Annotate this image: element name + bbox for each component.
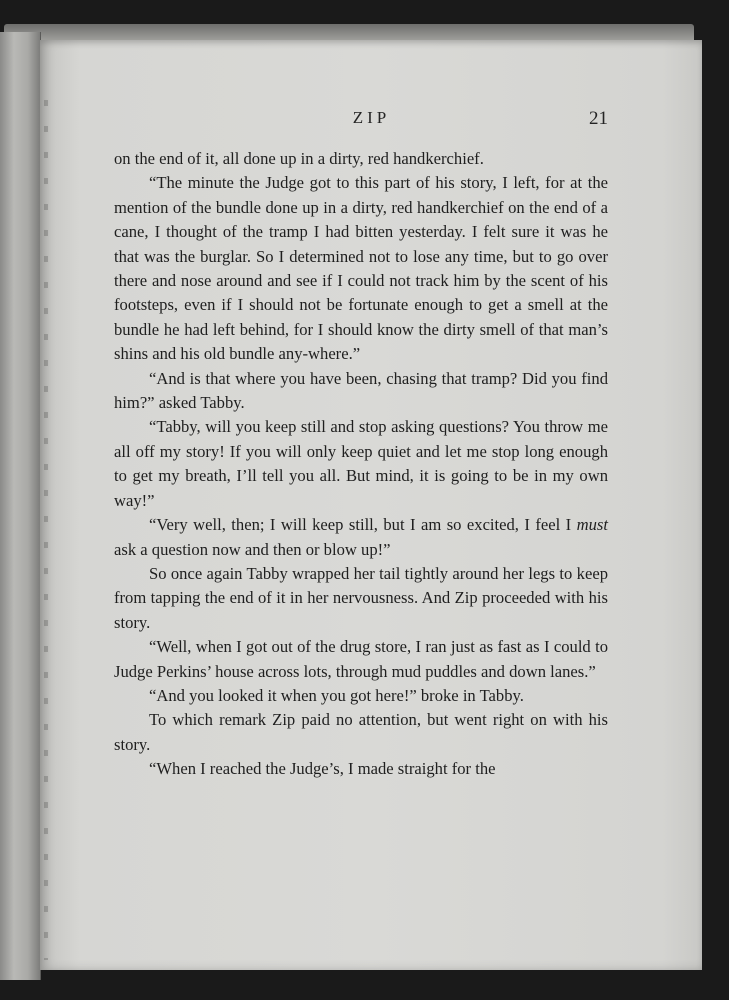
- paragraph: [114, 513, 608, 562]
- paragraph: “Well, when I got out of the drug store, I ran just as fast as I could to Judge Perkins’ house across lots, through mud puddles and down lanes.”: [114, 637, 608, 681]
- paragraph-text: ask a question now and then or blow up!”: [114, 539, 391, 559]
- previous-page-edge: [0, 32, 41, 980]
- paragraph: “And is that where you have been, chasing that tramp? Did you find him?” asked Tabby.: [114, 368, 608, 413]
- paragraph: So once again Tabby wrapped her tail tightly around her legs to keep from tapping the end of it in her nervousness. And Zip proceeded with his story.: [114, 563, 608, 632]
- paragraph: on the end of it, all done up in a dirty, red handkerchief.: [114, 149, 484, 168]
- body-text: [114, 147, 608, 782]
- paragraph: “And you looked it when you got here!” broke in Tabby.: [149, 685, 524, 705]
- paragraph: “Tabby, will you keep still and stop asking questions? You throw me all off my story! If you will only keep quiet and let me stop long enough to get my breath, I’ll tell you all. But mind, it is going to be in my own way!”: [114, 417, 608, 510]
- paragraph: “The minute the Judge got to this part of his story, I left, for at the mention of the bundle done up in a dirty, red handkerchief on the end of a cane, I thought of the tramp I had bitten yesterday. I felt sure it was he that was the burglar. So I determined not to lose any time, but to go over there and nose around and see if I could not track him by the scent of his footsteps, even if I should not be fortunate enough to get a smell at the bundle he had left behind, for I should know the dirty smell of that man’s shins and his old bundle any-where.”: [114, 173, 608, 364]
- running-head: ZIP: [352, 108, 391, 127]
- emphasized-word: must: [576, 515, 608, 535]
- page-header: [0, 108, 729, 134]
- page-number: 21: [589, 108, 608, 129]
- paragraph-text: “Very well, then; I will keep still, but I am so excited, I feel I: [149, 515, 577, 535]
- paragraph: “When I reached the Judge’s, I made straight for the: [149, 759, 496, 779]
- gutter-bleed-marks: [44, 100, 48, 960]
- paragraph: To which remark Zip paid no attention, but went right on with his story.: [114, 710, 608, 754]
